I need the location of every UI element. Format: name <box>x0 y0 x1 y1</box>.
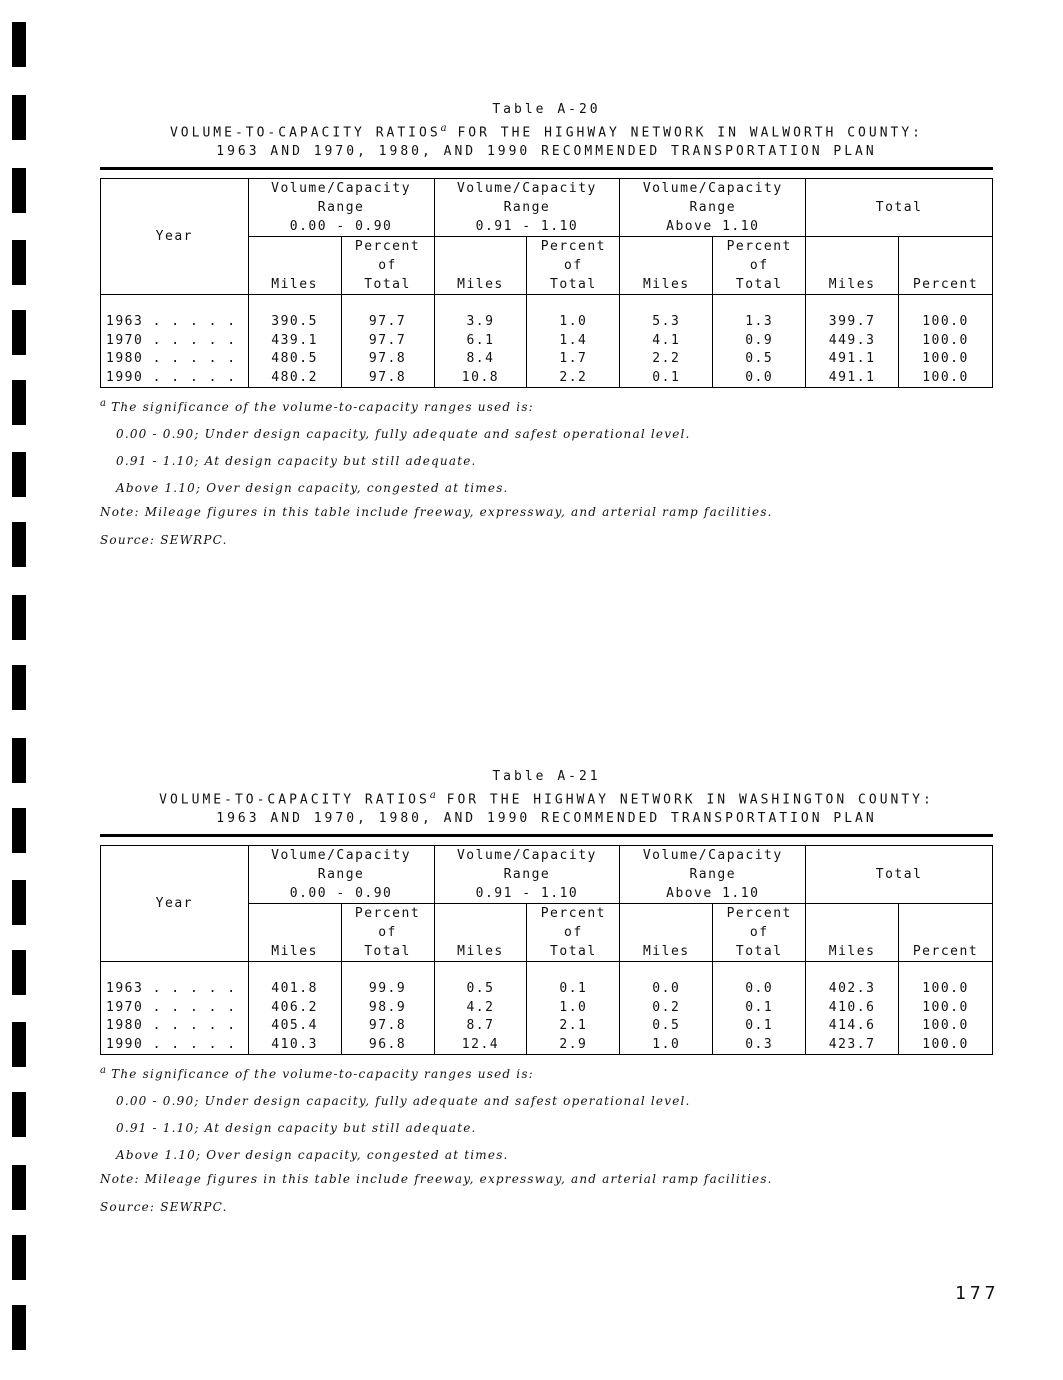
col-header-percent: Percent <box>899 237 993 295</box>
binder-mark <box>12 522 26 567</box>
table-row <box>101 1036 993 1055</box>
cell: 399.7 <box>806 295 899 332</box>
table-a-21-section <box>100 767 993 1214</box>
cell: 449.3 <box>806 332 899 351</box>
col-group-low: Volume/Capacity Range 0.00 - 0.90 <box>248 846 434 904</box>
cell: 402.3 <box>806 962 899 999</box>
col-header-pct-total: Percent of Total <box>713 237 806 295</box>
cell: 1.0 <box>620 1036 713 1055</box>
binder-mark <box>12 240 26 285</box>
col-header-pct-total: Percent of Total <box>341 904 434 962</box>
cell: 0.1 <box>713 1017 806 1036</box>
col-header-miles: Miles <box>620 237 713 295</box>
cell: 100.0 <box>899 332 993 351</box>
cell: 99.9 <box>341 962 434 999</box>
col-header-miles: Miles <box>434 237 527 295</box>
col-header-miles: Miles <box>806 237 899 295</box>
col-group-high: Volume/Capacity Range Above 1.10 <box>620 846 806 904</box>
cell: 8.4 <box>434 350 527 369</box>
cell: 491.1 <box>806 369 899 388</box>
table-row <box>101 999 993 1018</box>
table-row <box>101 350 993 369</box>
col-header-percent: Percent <box>899 904 993 962</box>
binder-mark <box>12 95 26 140</box>
col-header-pct-total: Percent of Total <box>527 237 620 295</box>
col-header-pct-total: Percent of Total <box>527 904 620 962</box>
heading-rule <box>100 834 993 837</box>
cell: 406.2 <box>248 999 341 1018</box>
heading-rule <box>100 167 993 170</box>
cell: 8.7 <box>434 1017 527 1036</box>
footnote: $^a$ The significance of the volume-to-capacity ranges used is: <box>100 1065 534 1082</box>
binder-mark <box>12 595 26 640</box>
cell: 480.5 <box>248 350 341 369</box>
cell: 0.0 <box>713 962 806 999</box>
cell: 5.3 <box>620 295 713 332</box>
cell: 1.0 <box>527 295 620 332</box>
binder-mark <box>12 1022 26 1067</box>
col-group-total: Total <box>806 179 993 237</box>
footnote-range-high: Above 1.10; Over design capacity, congested at times. <box>116 481 509 496</box>
col-header-miles: Miles <box>620 904 713 962</box>
binder-mark <box>12 950 26 995</box>
binder-mark <box>12 168 26 213</box>
cell: 2.1 <box>527 1017 620 1036</box>
cell: 0.1 <box>620 369 713 388</box>
table-a-20-section <box>100 100 993 547</box>
table-note: Note: Mileage figures in this table include freeway, expressway, and arterial ramp facilities. <box>100 505 773 520</box>
table-row <box>101 369 993 388</box>
table-row <box>101 332 993 351</box>
cell: 410.6 <box>806 999 899 1018</box>
table-heading-line1: VOLUME-TO-CAPACITY RATIOS$^a$ FOR THE HIGHWAY NETWORK IN WALWORTH COUNTY: <box>169 123 923 141</box>
table-source: Source: SEWRPC. <box>100 533 228 548</box>
table-notes <box>100 1065 993 1214</box>
cell: 4.2 <box>434 999 527 1018</box>
col-header-year: Year <box>101 846 249 962</box>
table-heading-line2: 1963 AND 1970, 1980, AND 1990 RECOMMENDED TRANSPORTATION PLAN <box>216 811 877 827</box>
cell-year: 1980 . . . . . <box>101 350 249 369</box>
binder-mark <box>12 1235 26 1280</box>
col-header-miles: Miles <box>248 904 341 962</box>
footnote-range-low: 0.00 - 0.90; Under design capacity, fully adequate and safest operational level. <box>116 427 691 442</box>
cell: 6.1 <box>434 332 527 351</box>
table-row <box>101 1017 993 1036</box>
col-group-low: Volume/Capacity Range 0.00 - 0.90 <box>248 179 434 237</box>
cell: 1.7 <box>527 350 620 369</box>
page-number: 177 <box>955 1283 1000 1304</box>
cell: 97.8 <box>341 350 434 369</box>
col-header-miles: Miles <box>806 904 899 962</box>
binder-mark <box>12 22 26 67</box>
table-caption <box>100 100 993 161</box>
cell: 410.3 <box>248 1036 341 1055</box>
cell: 100.0 <box>899 350 993 369</box>
cell: 1.4 <box>527 332 620 351</box>
cell: 1.3 <box>713 295 806 332</box>
binder-mark <box>12 880 26 925</box>
binder-mark <box>12 310 26 355</box>
cell: 100.0 <box>899 1017 993 1036</box>
cell: 97.7 <box>341 295 434 332</box>
footnote-range-mid: 0.91 - 1.10; At design capacity but still adequate. <box>116 454 477 469</box>
col-group-total: Total <box>806 846 993 904</box>
col-header-pct-total: Percent of Total <box>341 237 434 295</box>
col-group-mid: Volume/Capacity Range 0.91 - 1.10 <box>434 846 620 904</box>
cell: 97.8 <box>341 369 434 388</box>
binder-mark <box>12 1092 26 1137</box>
cell: 0.5 <box>434 962 527 999</box>
col-group-mid: Volume/Capacity Range 0.91 - 1.10 <box>434 179 620 237</box>
col-header-pct-total: Percent of Total <box>713 904 806 962</box>
cell-year: 1963 . . . . . <box>101 962 249 999</box>
footnote-range-low: 0.00 - 0.90; Under design capacity, fully adequate and safest operational level. <box>116 1094 691 1109</box>
cell: 0.0 <box>713 369 806 388</box>
cell: 0.2 <box>620 999 713 1018</box>
cell: 12.4 <box>434 1036 527 1055</box>
footnote-range-mid: 0.91 - 1.10; At design capacity but still adequate. <box>116 1121 477 1136</box>
table-number: Table A-20 <box>492 102 601 117</box>
cell: 0.0 <box>620 962 713 999</box>
cell: 1.0 <box>527 999 620 1018</box>
cell: 3.9 <box>434 295 527 332</box>
table-caption <box>100 767 993 828</box>
table-notes <box>100 398 993 547</box>
footnote: $^a$ The significance of the volume-to-capacity ranges used is: <box>100 398 534 415</box>
cell-year: 1970 . . . . . <box>101 332 249 351</box>
table-number: Table A-21 <box>492 769 601 784</box>
data-table <box>100 178 993 388</box>
col-header-miles: Miles <box>434 904 527 962</box>
col-header-miles: Miles <box>248 237 341 295</box>
footnote-range-high: Above 1.10; Over design capacity, congested at times. <box>116 1148 509 1163</box>
cell: 96.8 <box>341 1036 434 1055</box>
cell: 98.9 <box>341 999 434 1018</box>
cell-year: 1963 . . . . . <box>101 295 249 332</box>
cell: 0.9 <box>713 332 806 351</box>
cell: 0.3 <box>713 1036 806 1055</box>
binder-mark <box>12 738 26 783</box>
cell: 439.1 <box>248 332 341 351</box>
cell-year: 1990 . . . . . <box>101 1036 249 1055</box>
data-table <box>100 845 993 1055</box>
binder-mark <box>12 380 26 425</box>
binder-mark <box>12 1305 26 1350</box>
cell: 4.1 <box>620 332 713 351</box>
cell: 0.1 <box>713 999 806 1018</box>
cell: 2.9 <box>527 1036 620 1055</box>
cell: 100.0 <box>899 999 993 1018</box>
table-heading-line2: 1963 AND 1970, 1980, AND 1990 RECOMMENDED TRANSPORTATION PLAN <box>216 144 877 160</box>
cell: 100.0 <box>899 1036 993 1055</box>
table-note: Note: Mileage figures in this table include freeway, expressway, and arterial ramp facilities. <box>100 1172 773 1187</box>
cell: 100.0 <box>899 962 993 999</box>
cell: 2.2 <box>620 350 713 369</box>
binder-mark <box>12 1165 26 1210</box>
cell: 390.5 <box>248 295 341 332</box>
cell: 100.0 <box>899 295 993 332</box>
table-source: Source: SEWRPC. <box>100 1200 228 1215</box>
cell: 100.0 <box>899 369 993 388</box>
cell: 401.8 <box>248 962 341 999</box>
cell: 0.1 <box>527 962 620 999</box>
cell: 0.5 <box>620 1017 713 1036</box>
table-row <box>101 295 993 332</box>
cell-year: 1990 . . . . . <box>101 369 249 388</box>
cell: 414.6 <box>806 1017 899 1036</box>
cell: 2.2 <box>527 369 620 388</box>
cell: 491.1 <box>806 350 899 369</box>
cell: 97.8 <box>341 1017 434 1036</box>
cell: 0.5 <box>713 350 806 369</box>
cell-year: 1980 . . . . . <box>101 1017 249 1036</box>
binder-mark <box>12 452 26 497</box>
cell: 405.4 <box>248 1017 341 1036</box>
table-heading-line1: VOLUME-TO-CAPACITY RATIOS$^a$ FOR THE HIGHWAY NETWORK IN WASHINGTON COUNTY: <box>159 790 934 808</box>
cell: 10.8 <box>434 369 527 388</box>
table-row <box>101 962 993 999</box>
col-group-high: Volume/Capacity Range Above 1.10 <box>620 179 806 237</box>
cell: 480.2 <box>248 369 341 388</box>
binder-mark <box>12 665 26 710</box>
cell-year: 1970 . . . . . <box>101 999 249 1018</box>
cell: 423.7 <box>806 1036 899 1055</box>
binder-mark <box>12 808 26 853</box>
col-header-year: Year <box>101 179 249 295</box>
cell: 97.7 <box>341 332 434 351</box>
